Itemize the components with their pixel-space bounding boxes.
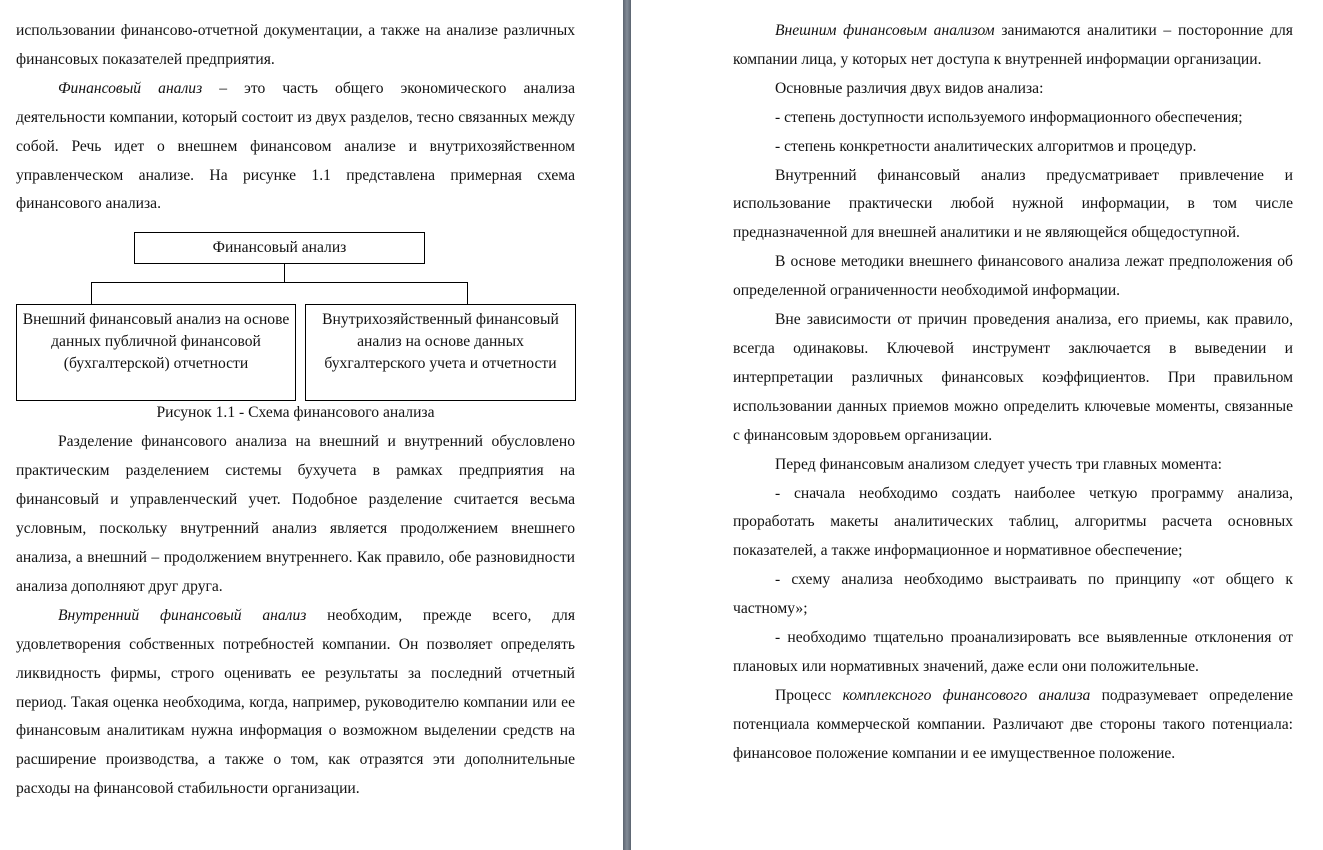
list-item: - сначала необходимо создать наиболее четкую программу анализа, проработать макеты аналитических таблиц, алгоритмы расчета основных показателей, а также информационное и нормативное обеспечение;: [733, 484, 1293, 560]
italic-term: Внешним финансовым анализом: [775, 22, 995, 39]
diagram-connector: [284, 264, 285, 282]
paragraph: Основные различия двух видов анализа:: [775, 79, 1044, 97]
text-column: [16, 17, 575, 804]
diagram-connector: [467, 282, 468, 304]
financial-analysis-diagram: [16, 232, 575, 422]
paragraph: использовании финансово-отчетной документации, а также на анализе различных финансовых показателей предприятия.: [16, 22, 575, 68]
diagram-box-internal: Внутрихозяйственный финансовый анализ на основе данных бухгалтерского учета и отчетности: [305, 304, 576, 401]
document-page-right: [631, 0, 1323, 850]
page-divider: [623, 0, 631, 850]
diagram-connector: [91, 282, 468, 283]
italic-term: комплексного финансового анализа: [842, 686, 1091, 704]
paragraph-text: необходим, прежде всего, для удовлетворения собственных потребностей компании. Он позволяет определять ликвидность фирмы, строго оценивать ее результаты за последний отчетный период. Такая оценка необходима, когда, например, руководителю компании или ее финансовым аналитикам нужна информация о возможном выделении средств на расширение производства, а также о том, как отразятся эти дополнительные расходы на финансовой стабильности организации.: [16, 606, 575, 798]
italic-term: Внутренний финансовый анализ: [58, 606, 307, 624]
paragraph-text: подразумевает определение потенциала коммерческой компании. Различают две стороны такого потенциала: финансовое положение компании и ее имущественное положение.: [733, 686, 1293, 762]
paragraph: Вне зависимости от причин проведения анализа, его приемы, как правило, всегда одинаковы. Ключевой инструмент заключается в выведении и интерпретации различных финансовых коэффициентов. При правильном использовании данных приемов можно определить ключевые моменты, связанные с финансовым здоровьем организации.: [733, 311, 1293, 444]
list-item: - необходимо тщательно проанализировать все выявленные отклонения от плановых или нормативных значений, даже если они положительные.: [733, 629, 1293, 675]
paragraph-text: занимаются аналитики – посторонние для компании лица, у которых нет доступа к внутренней информации организации.: [733, 22, 1293, 68]
paragraph: В основе методики внешнего финансового анализа лежат предположения об определенной ограниченности необходимой информации.: [733, 253, 1293, 300]
diagram-connector: [91, 282, 92, 304]
list-item: - степень доступности используемого информационного обеспечения;: [775, 108, 1243, 126]
document-page-left: [0, 0, 623, 850]
list-item: - схему анализа необходимо выстраивать по принципу «от общего к частному»;: [733, 571, 1293, 618]
paragraph: Разделение финансового анализа на внешний и внутренний обусловлено практическим разделением системы бухучета в рамках предприятия на финансовый и управленческий учет. Подобное разделение считается весьма условным, поскольку внутренний анализ является продолжением внешнего анализа, а внешний – продолжением внутреннего. Как правило, обе разновидности анализа дополняют друг друга.: [16, 433, 575, 595]
paragraph: [733, 682, 1293, 769]
text-column: [733, 17, 1293, 769]
figure-caption: Рисунок 1.1 - Схема финансового анализа: [156, 404, 435, 422]
paragraph-text: – это часть общего экономического анализа деятельности компании, который состоит из двух разделов, тесно связанных между собой. Речь идет о внешнем финансовом анализе и внутрихозяйственном управленческом анализе. На рисунке 1.1 представлена примерная схема финансового анализа.: [16, 79, 575, 213]
paragraph: Внутренний финансовый анализ предусматривает привлечение и использование практически любой нужной информации, в том числе предназначенной для внешней аналитики и не являющейся общедоступной.: [733, 166, 1293, 242]
diagram-box-root: Финансовый анализ: [134, 232, 425, 264]
paragraph: [16, 602, 575, 804]
paragraph: [16, 75, 575, 220]
italic-term: Финансовый анализ: [58, 79, 203, 97]
paragraph: [733, 17, 1293, 75]
paragraph: Перед финансовым анализом следует учесть три главных момента:: [775, 455, 1222, 473]
paragraph-text: Процесс: [775, 686, 843, 704]
diagram-box-external: Внешний финансовый анализ на основе данных публичной финансовой (бухгалтерской) отчетности: [16, 304, 296, 401]
list-item: - степень конкретности аналитических алгоритмов и процедур.: [775, 137, 1197, 155]
